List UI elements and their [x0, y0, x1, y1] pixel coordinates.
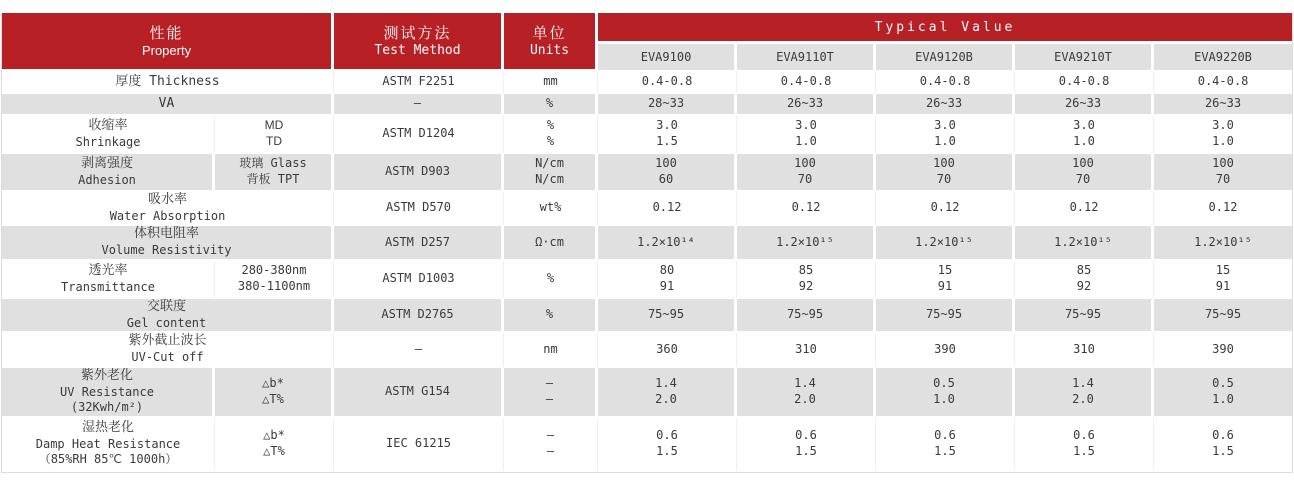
value-cell-eva9220b: 3.0 1.0: [1154, 116, 1292, 154]
value-cell-eva9100: 1.4 2.0: [598, 368, 737, 418]
value-cell-eva9210t: 75~95: [1015, 299, 1154, 333]
property-cell: 吸水率 Water Absorption: [2, 192, 334, 226]
property-cell: VA: [2, 94, 334, 116]
col-header-units: [504, 13, 598, 72]
spec-table: [1, 13, 1293, 473]
value-cell-eva9210t: 26~33: [1015, 94, 1154, 116]
value-cell-eva9210t: 1.4 2.0: [1015, 368, 1154, 418]
property-cell: 剥离强度 Adhesion: [2, 154, 215, 192]
col-header-eva9110t: EVA9110T: [737, 44, 876, 72]
condition-cell: 280-380nm 380-1100nm: [215, 261, 334, 299]
value-cell-eva9120b: 1.2×10¹⁵: [876, 226, 1015, 260]
condition-cell: △b* △T%: [215, 418, 334, 472]
table-header: [2, 13, 1292, 72]
value-cell-eva9210t: 85 92: [1015, 261, 1154, 299]
value-cell-eva9120b: 3.0 1.0: [876, 116, 1015, 154]
units-cell: mm: [504, 72, 598, 94]
value-cell-eva9100: 75~95: [598, 299, 737, 333]
col-header-eva9210t: EVA9210T: [1015, 44, 1154, 72]
test-method-cell: ASTM F2251: [334, 72, 504, 94]
value-cell-eva9120b: 0.5 1.0: [876, 368, 1015, 418]
test-method-cell: ASTM D1204: [334, 116, 504, 154]
value-cell-eva9220b: 0.5 1.0: [1154, 368, 1292, 418]
test-method-cell: ASTM D257: [334, 226, 504, 260]
col-header-test-method-en: Test Method: [374, 43, 461, 58]
value-cell-eva9100: 100 60: [598, 154, 737, 192]
value-cell-eva9220b: 390: [1154, 333, 1292, 367]
value-cell-eva9210t: 310: [1015, 333, 1154, 367]
value-cell-eva9120b: 0.12: [876, 192, 1015, 226]
col-header-property-zh: 性能: [149, 23, 184, 42]
value-cell-eva9110t: 100 70: [737, 154, 876, 192]
col-header-property-en: Property: [141, 43, 192, 58]
row-va: [2, 94, 1292, 116]
row-uv-resistance: [2, 368, 1292, 418]
row-shrinkage: [2, 116, 1292, 154]
value-cell-eva9110t: 1.4 2.0: [737, 368, 876, 418]
value-cell-eva9120b: 26~33: [876, 94, 1015, 116]
value-cell-eva9100: 28~33: [598, 94, 737, 116]
row-volume-resistivity: [2, 226, 1292, 260]
value-cell-eva9120b: 390: [876, 333, 1015, 367]
value-cell-eva9120b: 75~95: [876, 299, 1015, 333]
units-cell: % %: [504, 116, 598, 154]
value-cell-eva9220b: 26~33: [1154, 94, 1292, 116]
value-cell-eva9120b: 0.6 1.5: [876, 418, 1015, 472]
value-cell-eva9110t: 1.2×10¹⁵: [737, 226, 876, 260]
value-cell-eva9110t: 85 92: [737, 261, 876, 299]
row-adhesion: [2, 154, 1292, 192]
units-cell: – –: [504, 418, 598, 472]
value-cell-eva9100: 3.0 1.5: [598, 116, 737, 154]
col-header-units-zh: 单位: [532, 23, 567, 42]
property-cell: 紫外老化 UV Resistance (32Kwh/m²): [2, 368, 215, 418]
units-cell: N/cm N/cm: [504, 154, 598, 192]
value-cell-eva9220b: 0.4-0.8: [1154, 72, 1292, 94]
property-cell: 湿热老化 Damp Heat Resistance （85%RH 85℃ 1000h）: [2, 418, 215, 472]
row-uv-cutoff: [2, 333, 1292, 367]
value-cell-eva9220b: 1.2×10¹⁵: [1154, 226, 1292, 260]
units-cell: %: [504, 299, 598, 333]
value-cell-eva9120b: 100 70: [876, 154, 1015, 192]
value-cell-eva9120b: 0.4-0.8: [876, 72, 1015, 94]
row-gel-content: [2, 299, 1292, 333]
row-water-absorption: [2, 192, 1292, 226]
value-cell-eva9220b: 15 91: [1154, 261, 1292, 299]
col-header-test-method-zh: 测试方法: [383, 23, 452, 42]
value-cell-eva9110t: 3.0 1.0: [737, 116, 876, 154]
property-cell: 透光率 Transmittance: [2, 261, 215, 299]
value-cell-eva9100: 1.2×10¹⁴: [598, 226, 737, 260]
value-cell-eva9210t: 3.0 1.0: [1015, 116, 1154, 154]
col-header-typical-value: Typical Value: [598, 13, 1292, 44]
units-cell: – –: [504, 368, 598, 418]
units-cell: Ω·cm: [504, 226, 598, 260]
col-header-property: [2, 13, 334, 72]
test-method-cell: IEC 61215: [334, 418, 504, 472]
value-cell-eva9220b: 0.12: [1154, 192, 1292, 226]
value-cell-eva9110t: 0.4-0.8: [737, 72, 876, 94]
property-cell: 收缩率 Shrinkage: [2, 116, 215, 154]
value-cell-eva9100: 0.12: [598, 192, 737, 226]
value-cell-eva9110t: 0.6 1.5: [737, 418, 876, 472]
units-cell: nm: [504, 333, 598, 367]
value-cell-eva9110t: 310: [737, 333, 876, 367]
value-cell-eva9100: 360: [598, 333, 737, 367]
test-method-cell: –: [334, 94, 504, 116]
condition-cell: 玻璃 Glass 背板 TPT: [215, 154, 334, 192]
value-cell-eva9210t: 0.4-0.8: [1015, 72, 1154, 94]
condition-cell: MD TD: [215, 116, 334, 154]
test-method-cell: ASTM D1003: [334, 261, 504, 299]
value-cell-eva9210t: 1.2×10¹⁵: [1015, 226, 1154, 260]
row-damp-heat-resistance: [2, 418, 1292, 472]
value-cell-eva9100: 80 91: [598, 261, 737, 299]
units-cell: %: [504, 94, 598, 116]
value-cell-eva9210t: 100 70: [1015, 154, 1154, 192]
value-cell-eva9210t: 0.12: [1015, 192, 1154, 226]
row-transmittance: [2, 261, 1292, 299]
header-row-main: [2, 13, 1292, 44]
value-cell-eva9100: 0.6 1.5: [598, 418, 737, 472]
condition-cell: △b* △T%: [215, 368, 334, 418]
value-cell-eva9120b: 15 91: [876, 261, 1015, 299]
value-cell-eva9110t: 75~95: [737, 299, 876, 333]
property-cell: 体积电阻率 Volume Resistivity: [2, 226, 334, 260]
property-cell: 交联度 Gel content: [2, 299, 334, 333]
value-cell-eva9110t: 0.12: [737, 192, 876, 226]
col-header-units-en: Units: [529, 43, 570, 58]
test-method-cell: ASTM D2765: [334, 299, 504, 333]
value-cell-eva9100: 0.4-0.8: [598, 72, 737, 94]
value-cell-eva9110t: 26~33: [737, 94, 876, 116]
col-header-eva9100: EVA9100: [598, 44, 737, 72]
value-cell-eva9220b: 0.6 1.5: [1154, 418, 1292, 472]
value-cell-eva9210t: 0.6 1.5: [1015, 418, 1154, 472]
col-header-eva9120b: EVA9120B: [876, 44, 1015, 72]
units-cell: %: [504, 261, 598, 299]
test-method-cell: ASTM D903: [334, 154, 504, 192]
units-cell: wt%: [504, 192, 598, 226]
value-cell-eva9220b: 75~95: [1154, 299, 1292, 333]
test-method-cell: ASTM D570: [334, 192, 504, 226]
col-header-eva9220b: EVA9220B: [1154, 44, 1292, 72]
row-thickness: [2, 72, 1292, 94]
col-header-test-method: [334, 13, 504, 72]
test-method-cell: –: [334, 333, 504, 367]
table-body: [2, 72, 1292, 472]
property-cell: 紫外截止波长 UV-Cut off: [2, 333, 334, 367]
test-method-cell: ASTM G154: [334, 368, 504, 418]
property-cell: 厚度 Thickness: [2, 72, 334, 94]
value-cell-eva9220b: 100 70: [1154, 154, 1292, 192]
